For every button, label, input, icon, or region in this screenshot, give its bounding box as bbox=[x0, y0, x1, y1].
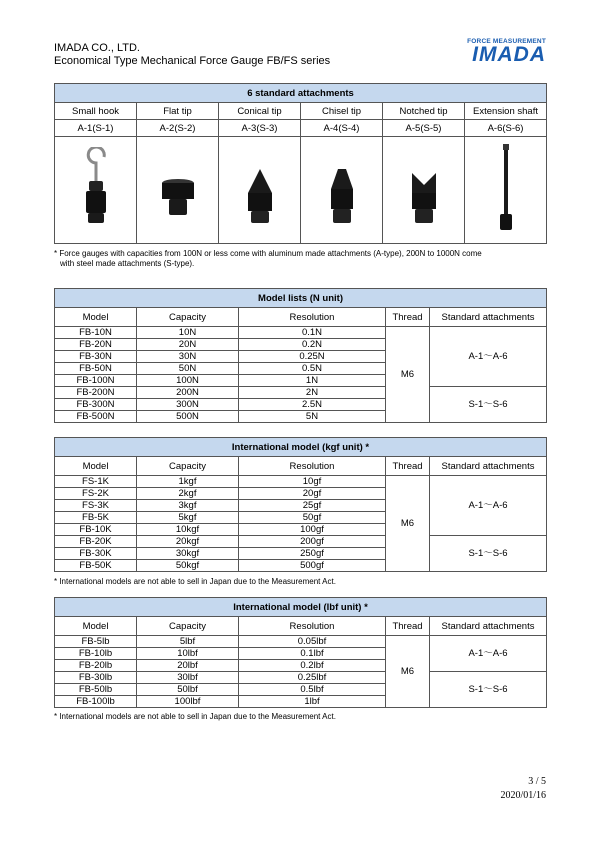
model-cell: FB-30K bbox=[55, 548, 137, 560]
chisel-tip-image bbox=[301, 137, 383, 244]
model-cell: FB-100lb bbox=[55, 696, 137, 708]
attachment-code: A-6(S-6) bbox=[465, 120, 547, 137]
attachment-code: A-3(S-3) bbox=[219, 120, 301, 137]
small-hook-image bbox=[55, 137, 137, 244]
model-cell: FB-30N bbox=[55, 351, 137, 363]
table-row bbox=[55, 536, 547, 548]
model-cell: FB-200N bbox=[55, 387, 137, 399]
capacity-cell: 300N bbox=[137, 399, 239, 411]
attachments-note bbox=[54, 249, 482, 269]
attachment-code: A-1(S-1) bbox=[55, 120, 137, 137]
resolution-cell: 250gf bbox=[239, 548, 386, 560]
model-cell: FB-300N bbox=[55, 399, 137, 411]
attachment-name: Small hook bbox=[55, 103, 137, 120]
resolution-cell: 1N bbox=[239, 375, 386, 387]
col-header: Standard attachments bbox=[430, 308, 547, 327]
attachment-s-cell: S-1～S-6 bbox=[430, 536, 547, 572]
col-header: Standard attachments bbox=[430, 457, 547, 476]
model-cell: FB-20N bbox=[55, 339, 137, 351]
resolution-cell: 0.05lbf bbox=[239, 636, 386, 648]
resolution-cell: 0.25N bbox=[239, 351, 386, 363]
model-cell: FB-20K bbox=[55, 536, 137, 548]
capacity-cell: 20N bbox=[137, 339, 239, 351]
model-cell: FB-100N bbox=[55, 375, 137, 387]
col-header: Model bbox=[55, 308, 137, 327]
thread-cell: M6 bbox=[386, 636, 430, 708]
table-row bbox=[55, 476, 547, 488]
resolution-cell: 500gf bbox=[239, 560, 386, 572]
col-header: Standard attachments bbox=[430, 617, 547, 636]
model-cell: FS-2K bbox=[55, 488, 137, 500]
capacity-cell: 10lbf bbox=[137, 648, 239, 660]
logo-tagline: FORCE MEASUREMENT bbox=[467, 38, 546, 45]
col-header: Resolution bbox=[239, 457, 386, 476]
document-header bbox=[54, 42, 330, 68]
resolution-cell: 200gf bbox=[239, 536, 386, 548]
kgf-note: * International models are not able to sell in Japan due to the Measurement Act. bbox=[54, 577, 336, 586]
model-cell: FS-1K bbox=[55, 476, 137, 488]
capacity-cell: 10N bbox=[137, 327, 239, 339]
capacity-cell: 30N bbox=[137, 351, 239, 363]
col-header: Capacity bbox=[137, 308, 239, 327]
col-header: Thread bbox=[386, 457, 430, 476]
model-cell: FB-10K bbox=[55, 524, 137, 536]
conical-tip-image bbox=[219, 137, 301, 244]
attachments-note-line2: with steel made attachments (S-type). bbox=[60, 259, 195, 268]
col-header: Model bbox=[55, 457, 137, 476]
attachment-name: Extension shaft bbox=[465, 103, 547, 120]
capacity-cell: 10kgf bbox=[137, 524, 239, 536]
capacity-cell: 3kgf bbox=[137, 500, 239, 512]
model-cell: FB-5K bbox=[55, 512, 137, 524]
table-row bbox=[55, 636, 547, 648]
attachment-s-cell: S-1～S-6 bbox=[430, 672, 547, 708]
resolution-cell: 0.25lbf bbox=[239, 672, 386, 684]
n-unit-table bbox=[54, 288, 547, 423]
capacity-cell: 5lbf bbox=[137, 636, 239, 648]
model-cell: FB-50K bbox=[55, 560, 137, 572]
table-row bbox=[55, 387, 547, 399]
flat-tip-image bbox=[137, 137, 219, 244]
imada-logo bbox=[464, 38, 546, 65]
lbf-table-title: International model (lbf unit) * bbox=[55, 598, 547, 617]
capacity-cell: 20kgf bbox=[137, 536, 239, 548]
attachment-name: Flat tip bbox=[137, 103, 219, 120]
notched-tip-image bbox=[383, 137, 465, 244]
col-header: Capacity bbox=[137, 457, 239, 476]
col-header: Resolution bbox=[239, 617, 386, 636]
resolution-cell: 2.5N bbox=[239, 399, 386, 411]
page-number: 3 / 5 bbox=[528, 776, 546, 787]
resolution-cell: 1lbf bbox=[239, 696, 386, 708]
resolution-cell: 0.1N bbox=[239, 327, 386, 339]
attachment-name: Chisel tip bbox=[301, 103, 383, 120]
model-cell: FB-30lb bbox=[55, 672, 137, 684]
model-cell: FB-10N bbox=[55, 327, 137, 339]
attachments-note-line1: * Force gauges with capacities from 100N or less come with aluminum made attachments (A-type), 200N to 1000N come bbox=[54, 249, 482, 258]
resolution-cell: 0.1lbf bbox=[239, 648, 386, 660]
lbf-note: * International models are not able to sell in Japan due to the Measurement Act. bbox=[54, 712, 336, 721]
n-table-title: Model lists (N unit) bbox=[55, 289, 547, 308]
resolution-cell: 25gf bbox=[239, 500, 386, 512]
attachment-code: A-5(S-5) bbox=[383, 120, 465, 137]
attachment-code: A-4(S-4) bbox=[301, 120, 383, 137]
capacity-cell: 30lbf bbox=[137, 672, 239, 684]
capacity-cell: 500N bbox=[137, 411, 239, 423]
document-date: 2020/01/16 bbox=[500, 790, 546, 801]
capacity-cell: 20lbf bbox=[137, 660, 239, 672]
capacity-cell: 1kgf bbox=[137, 476, 239, 488]
attachment-name: Notched tip bbox=[383, 103, 465, 120]
col-header: Capacity bbox=[137, 617, 239, 636]
capacity-cell: 100N bbox=[137, 375, 239, 387]
attachment-a-cell: A-1～A-6 bbox=[430, 636, 547, 672]
lbf-unit-table bbox=[54, 597, 547, 708]
table-row bbox=[55, 327, 547, 339]
resolution-cell: 0.2lbf bbox=[239, 660, 386, 672]
resolution-cell: 2N bbox=[239, 387, 386, 399]
capacity-cell: 2kgf bbox=[137, 488, 239, 500]
thread-cell: M6 bbox=[386, 476, 430, 572]
model-cell: FS-3K bbox=[55, 500, 137, 512]
attachment-s-cell: S-1～S-6 bbox=[430, 387, 547, 423]
resolution-cell: 0.5N bbox=[239, 363, 386, 375]
capacity-cell: 200N bbox=[137, 387, 239, 399]
capacity-cell: 50N bbox=[137, 363, 239, 375]
extension-shaft-image bbox=[465, 137, 547, 244]
kgf-unit-table bbox=[54, 437, 547, 572]
attachments-title: 6 standard attachments bbox=[55, 84, 547, 103]
model-cell: FB-500N bbox=[55, 411, 137, 423]
kgf-table-title: International model (kgf unit) * bbox=[55, 438, 547, 457]
model-cell: FB-10lb bbox=[55, 648, 137, 660]
resolution-cell: 20gf bbox=[239, 488, 386, 500]
thread-cell: M6 bbox=[386, 327, 430, 423]
capacity-cell: 100lbf bbox=[137, 696, 239, 708]
col-header: Model bbox=[55, 617, 137, 636]
capacity-cell: 50kgf bbox=[137, 560, 239, 572]
col-header: Resolution bbox=[239, 308, 386, 327]
table-row bbox=[55, 672, 547, 684]
document-subtitle: Economical Type Mechanical Force Gauge FB/FS series bbox=[54, 55, 331, 67]
model-cell: FB-50N bbox=[55, 363, 137, 375]
model-cell: FB-5lb bbox=[55, 636, 137, 648]
capacity-cell: 30kgf bbox=[137, 548, 239, 560]
col-header: Thread bbox=[386, 308, 430, 327]
attachment-a-cell: A-1～A-6 bbox=[430, 476, 547, 536]
logo-wordmark: IMADA bbox=[472, 43, 546, 66]
col-header: Thread bbox=[386, 617, 430, 636]
resolution-cell: 5N bbox=[239, 411, 386, 423]
capacity-cell: 5kgf bbox=[137, 512, 239, 524]
resolution-cell: 50gf bbox=[239, 512, 386, 524]
attachments-table bbox=[54, 83, 547, 244]
resolution-cell: 10gf bbox=[239, 476, 386, 488]
attachment-a-cell: A-1～A-6 bbox=[430, 327, 547, 387]
attachment-name: Conical tip bbox=[219, 103, 301, 120]
attachment-code: A-2(S-2) bbox=[137, 120, 219, 137]
resolution-cell: 0.2N bbox=[239, 339, 386, 351]
resolution-cell: 100gf bbox=[239, 524, 386, 536]
company-name: IMADA CO., LTD. bbox=[54, 42, 140, 54]
model-cell: FB-20lb bbox=[55, 660, 137, 672]
model-cell: FB-50lb bbox=[55, 684, 137, 696]
capacity-cell: 50lbf bbox=[137, 684, 239, 696]
resolution-cell: 0.5lbf bbox=[239, 684, 386, 696]
